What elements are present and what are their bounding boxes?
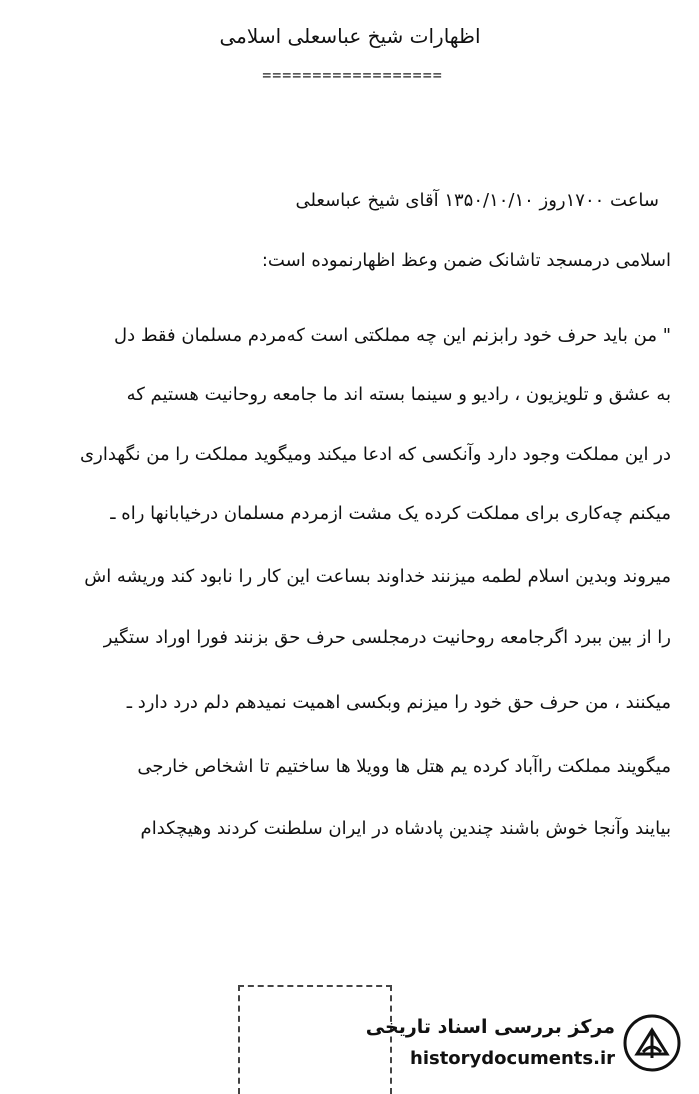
body-line-8: میگویند مملکت راآباد کرده یم هتل ها وویلا ها ساختیم تا اشخاص خارجی <box>137 756 671 777</box>
intro-line-1: ساعت ۱۷۰۰روز ۱۳۵۰/۱۰/۱۰ آقای شیخ عباسعلی <box>295 190 659 211</box>
body-line-7: میکنند ، من حرف حق خود را میزنم وبکسی اهمیت نمیدهم دلم درد دارد ـ <box>126 692 671 713</box>
body-line-5: میروند وبدین اسلام لطمه میزنند خداوند بساعت این کار را نابود کند وریشه اش <box>84 566 671 587</box>
body-line-3: در این مملکت وجود دارد وآنکسی که ادعا میکند ومیگوید مملکت را من نگهداری <box>80 444 671 465</box>
body-line-4: میکنم چەکاری برای مملکت کرده یک مشت ازمردم مسلمان درخیابانها راه ـ <box>110 503 671 524</box>
title-underline: ================== <box>262 66 443 84</box>
body-line-6: را از بین ببرد اگرجامعه روحانیت درمجلسی حرف حق بزنند فورا اوراد ستگیر <box>103 627 671 648</box>
watermark <box>365 1004 687 1082</box>
document-title: اظهارات شیخ عباسعلی اسلامی <box>219 24 481 48</box>
watermark-center-name: مرکز بررسی اسناد تاریخی <box>365 1016 615 1038</box>
body-line-9: بیایند وآنجا خوش باشند چندین پادشاه در ایران سلطنت کردند وهیچکدام <box>140 818 671 839</box>
intro-line-2: اسلامی درمسجد تاشانک ضمن وعظ اظهارنموده است: <box>261 250 671 271</box>
stamp-frame <box>238 985 392 1094</box>
body-line-2: به عشق و تلویزیون ، رادیو و سینما بسته اند ما جامعه روحانیت هستیم که <box>126 384 671 405</box>
book-seal-icon <box>623 1014 681 1072</box>
body-line-1: " من باید حرف خود رابزنم این چه مملکتی است کەمردم مسلمان فقط دل <box>114 325 671 346</box>
watermark-url[interactable]: historydocuments.ir <box>410 1048 615 1069</box>
